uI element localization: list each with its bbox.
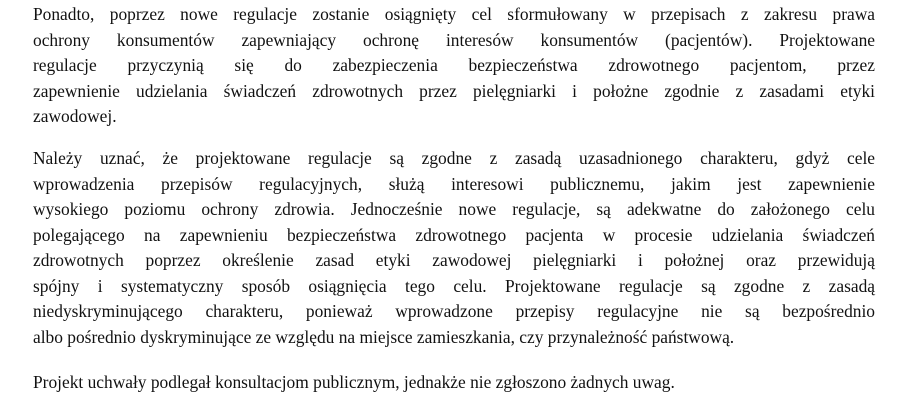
text-line: zawodowej. — [33, 106, 117, 126]
text-line: zapewnienie udzielania świadczeń zdrowotnych przez pielęgniarki i położne zgodnie z zasadami etyki — [33, 80, 875, 101]
text-line: albo pośrednio dyskryminujące ze względu na miejsce zamieszkania, czy przynależność państwową. — [33, 326, 735, 347]
text-line: polegającego na zapewnieniu bezpieczeństwa zdrowotnego pacjenta w procesie udzielania świadczeń — [33, 224, 875, 245]
text-line: niedyskryminującego charakteru, ponieważ wprowadzone przepisy regulacyjne nie są bezpośrednio — [33, 301, 875, 321]
paragraph-justified-character — [33, 146, 875, 350]
text-line: Projekt uchwały podlegał konsultacjom publicznym, jednakże nie zgłoszono żadnych uwag. — [33, 372, 675, 392]
text-line: wprowadzenia przepisów regulacyjnych, służą interesowi publicznemu, jakim jest zapewnienie — [33, 173, 875, 194]
paragraph-public-consultation — [33, 370, 875, 396]
text-line: regulacje przyczynią się do zabezpieczenia bezpieczeństwa zdrowotnego pacjentom, przez — [33, 55, 875, 75]
paragraph-consumer-protection — [33, 2, 875, 130]
text-line: zdrowotnych poprzez określenie zasad etyki zawodowej pielęgniarki i położnej oraz przewidują — [33, 250, 875, 270]
text-line: Ponadto, poprzez nowe regulacje zostanie osiągnięty cel sformułowany w przepisach z zakresu prawa — [33, 4, 875, 24]
text-line: wysokiego poziomu ochrony zdrowia. Jednocześnie nowe regulacje, są adekwatne do założonego celu — [33, 199, 875, 219]
text-line: spójny i systematyczny sposób osiągnięcia tego celu. Projektowane regulacje są zgodne z zasadą — [33, 275, 875, 296]
text-line: ochrony konsumentów zapewniający ochronę interesów konsumentów (pacjentów). Projektowane — [33, 29, 875, 50]
text-line: Należy uznać, że projektowane regulacje są zgodne z zasadą uzasadnionego charakteru, gdyż cele — [33, 148, 875, 168]
